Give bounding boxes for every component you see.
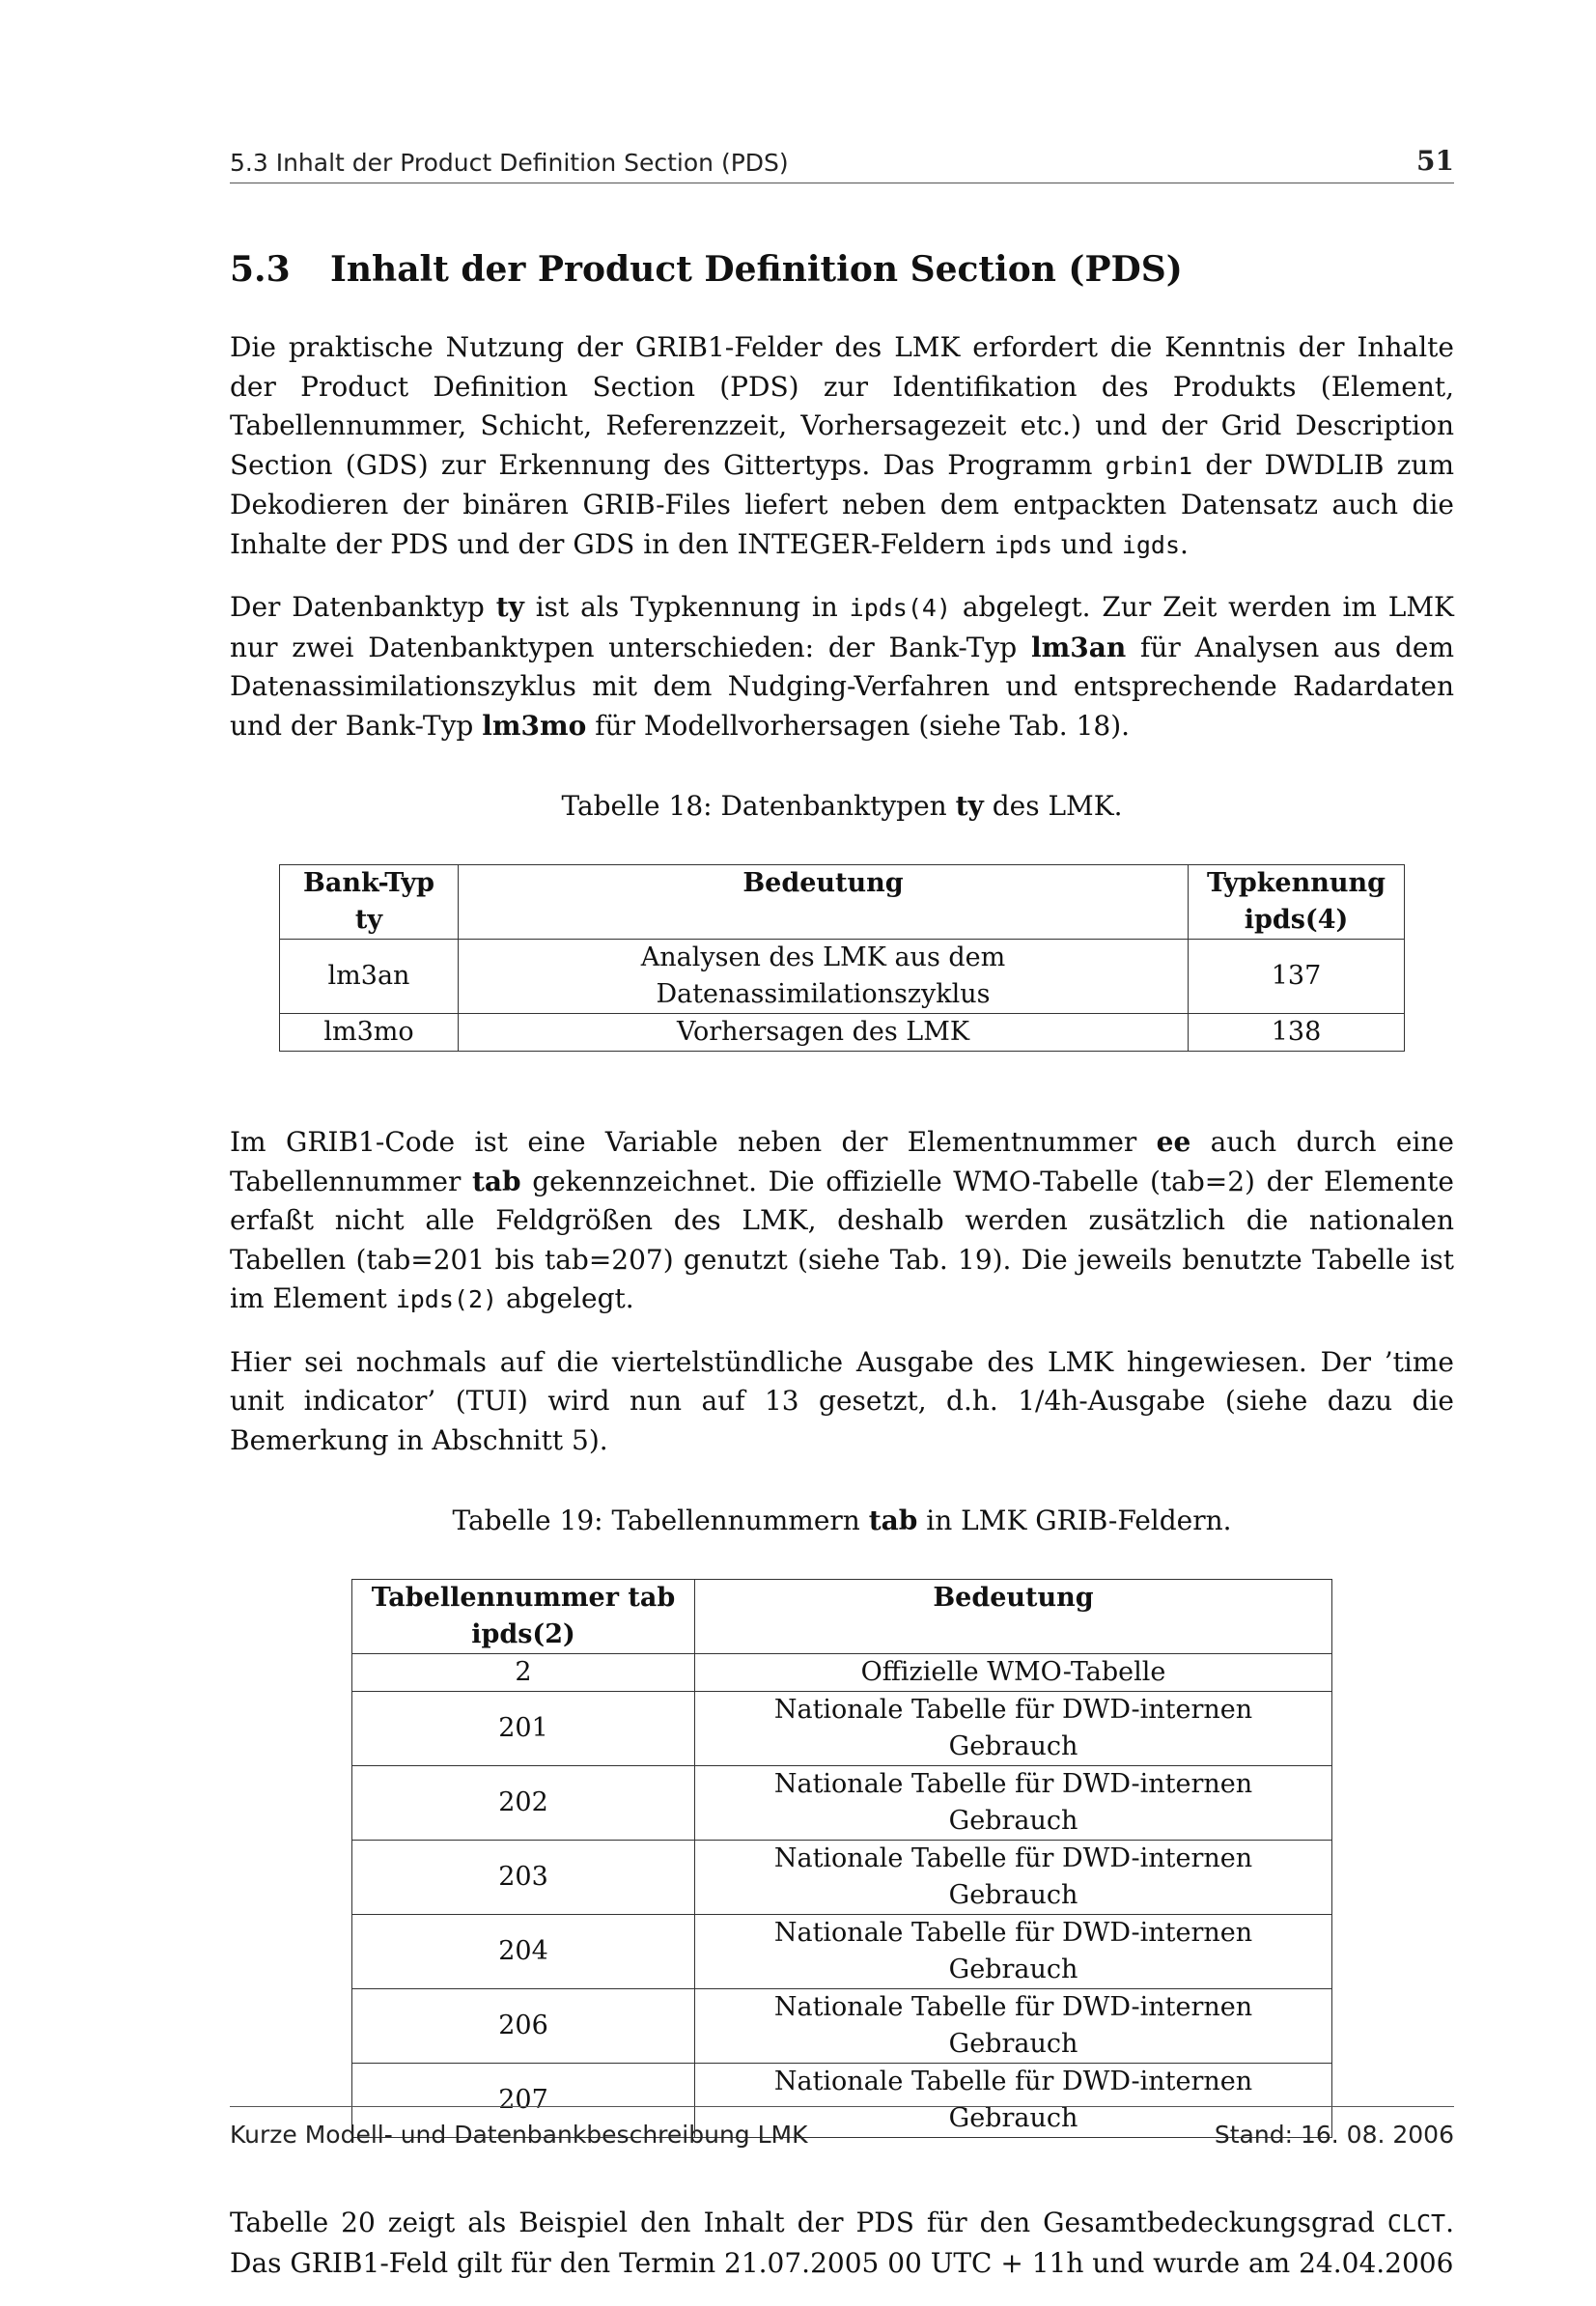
text: abgelegt. — [497, 1282, 634, 1314]
cell: 201 — [352, 1692, 695, 1766]
text: ist als Typkennung in — [523, 591, 850, 623]
cell: Nationale Tabelle für DWD-internen Gebrauch — [695, 1989, 1332, 2064]
text: Tabellennummer tab — [371, 1583, 676, 1613]
page — [230, 145, 1454, 2306]
text: . — [1180, 527, 1189, 560]
bold-term: tab — [868, 1505, 918, 1536]
cell: Analysen des LMK aus dem Datenassimilationszyklus — [459, 940, 1189, 1014]
text: Bank-Typ — [303, 868, 434, 898]
text: Typkennung — [1207, 868, 1386, 898]
bold-term: tab — [471, 1165, 521, 1197]
text: für Modellvorhersagen (siehe Tab. 18). — [586, 709, 1131, 742]
section-number: 5.3 — [230, 249, 291, 290]
text: Tabelle 19: Tabellennummern — [452, 1505, 869, 1536]
table-row — [352, 1654, 1332, 1692]
table-row — [352, 1841, 1332, 1915]
running-header — [230, 145, 1454, 183]
paragraph-3 — [230, 1123, 1454, 1320]
cell: Nationale Tabelle für DWD-internen Gebrauch — [695, 1915, 1332, 1989]
text: ty — [354, 905, 383, 935]
bold-term: ty — [955, 790, 984, 822]
table-header-row — [280, 865, 1405, 940]
text: der DWDLIB zum Dekodieren der binären GRIB-Files liefert neben dem entpackten Datensatz auch die Inhalte der PDS und der GDS in den INTEGER-Feldern — [230, 448, 1454, 560]
text: Tabelle 18: Datenbanktypen — [561, 790, 956, 822]
cell: 207 — [352, 2064, 695, 2138]
text: auch durch eine Tabellennummer — [230, 1126, 1454, 1197]
cell: 202 — [352, 1766, 695, 1841]
text: abgelegt. Zur Zeit werden im LMK nur zwei Datenbanktypen unterschieden: der Bank-Typ — [230, 591, 1454, 663]
text: Im GRIB1-Code ist eine Variable neben der Elementnummer — [230, 1126, 1157, 1158]
cell: 204 — [352, 1915, 695, 1989]
cell: 203 — [352, 1841, 695, 1915]
cell: Vorhersagen des LMK — [459, 1014, 1189, 1052]
text: für Analysen aus dem Datenassimilationszyklus mit dem Nudging-Verfahren und entsprechende Radardaten und der Bank-Typ — [230, 631, 1454, 742]
code: ipds(4) — [849, 594, 952, 622]
cell: 138 — [1189, 1014, 1405, 1052]
table-row — [280, 1014, 1405, 1052]
header-tabellennummer — [352, 1580, 695, 1654]
section-heading — [230, 249, 1454, 290]
text: . Das GRIB1-Feld gilt für den Termin 21.07.2005 00 UTC + 11h und wurde am 24.04.2006 — [230, 2207, 1454, 2279]
cell: Nationale Tabelle für DWD-internen Gebrauch — [695, 1692, 1332, 1766]
code: CLCT — [1386, 2209, 1446, 2237]
text: ipds(2) — [471, 1619, 575, 1649]
footer-document-title: Kurze Modell- und Datenbankbeschreibung LMK — [230, 2121, 808, 2149]
cell: Nationale Tabelle für DWD-internen Gebrauch — [695, 1841, 1332, 1915]
table-row — [352, 1915, 1332, 1989]
page-number: 51 — [1416, 145, 1454, 177]
table-19 — [351, 1579, 1332, 2138]
footer-date: Stand: 16. 08. 2006 — [1214, 2121, 1454, 2149]
paragraph-5 — [230, 2204, 1454, 2283]
cell: Nationale Tabelle für DWD-internen Gebrauch — [695, 2064, 1332, 2138]
cell: Offizielle WMO-Tabelle — [695, 1654, 1332, 1692]
text: gekennzeichnet. Die offizielle WMO-Tabelle (tab=2) der Elemente erfaßt nicht alle Feldgrößen des LMK, deshalb werden zusätzlich die nationalen Tabellen (tab=201 bis tab=207) genutzt (siehe Tab. 19). Die jeweils benutzte Tabelle ist im Element — [230, 1165, 1454, 1314]
cell: 137 — [1189, 940, 1405, 1014]
table-18 — [279, 864, 1405, 1052]
section-title: Inhalt der Product Definition Section (PDS) — [330, 249, 1183, 290]
code: ipds — [994, 530, 1053, 559]
text: ipds(4) — [1244, 905, 1349, 935]
header-bedeutung: Bedeutung — [695, 1580, 1332, 1654]
text: des LMK. — [983, 790, 1123, 822]
cell: lm3mo — [280, 1014, 459, 1052]
table-header-row — [352, 1580, 1332, 1654]
table-19-caption — [230, 1505, 1454, 1536]
table-row — [280, 940, 1405, 1014]
code: ipds(2) — [395, 1285, 498, 1313]
text: und — [1052, 527, 1122, 560]
paragraph-2 — [230, 588, 1454, 745]
text: in LMK GRIB-Feldern. — [917, 1505, 1232, 1536]
bold-term: ty — [495, 591, 524, 623]
cell: 2 — [352, 1654, 695, 1692]
text: Tabelle 20 zeigt als Beispiel den Inhalt der PDS für den Gesamtbedeckungsgrad — [230, 2207, 1387, 2238]
running-footer — [230, 2106, 1454, 2149]
table-18-caption — [230, 790, 1454, 822]
cell: 206 — [352, 1989, 695, 2064]
header-bedeutung: Bedeutung — [459, 865, 1189, 940]
bold-term: ee — [1156, 1126, 1191, 1158]
table-row — [352, 1692, 1332, 1766]
table-row — [352, 1989, 1332, 2064]
paragraph-1 — [230, 328, 1454, 565]
code: grbin1 — [1105, 451, 1193, 480]
header-typkennung — [1189, 865, 1405, 940]
code: igds — [1121, 530, 1181, 559]
header-bank-typ — [280, 865, 459, 940]
header-section-title: 5.3 Inhalt der Product Definition Section (PDS) — [230, 149, 789, 177]
cell: lm3an — [280, 940, 459, 1014]
text: Der Datenbanktyp — [230, 591, 496, 623]
paragraph-4: Hier sei nochmals auf die viertelstündliche Ausgabe des LMK hingewiesen. Der ’time unit indicator’ (TUI) wird nun auf 13 gesetzt, d.h. 1/4h-Ausgabe (siehe dazu die Bemerkung in Abschnitt 5). — [230, 1345, 1454, 1456]
table-row — [352, 1766, 1332, 1841]
bold-term: lm3mo — [482, 709, 587, 742]
bold-term: lm3an — [1031, 631, 1127, 663]
text: Die praktische Nutzung der GRIB1-Felder des LMK erfordert die Kenntnis der Inhalte der Product Definition Section (PDS) zur Identifikation des Produkts (Element, Tabellennummer, Schicht, Referenzzeit, Vorhersagezeit etc.) und der Grid Description Section (GDS) zur Erkennung des Gittertyps. Das Programm — [230, 331, 1454, 481]
cell: Nationale Tabelle für DWD-internen Gebrauch — [695, 1766, 1332, 1841]
